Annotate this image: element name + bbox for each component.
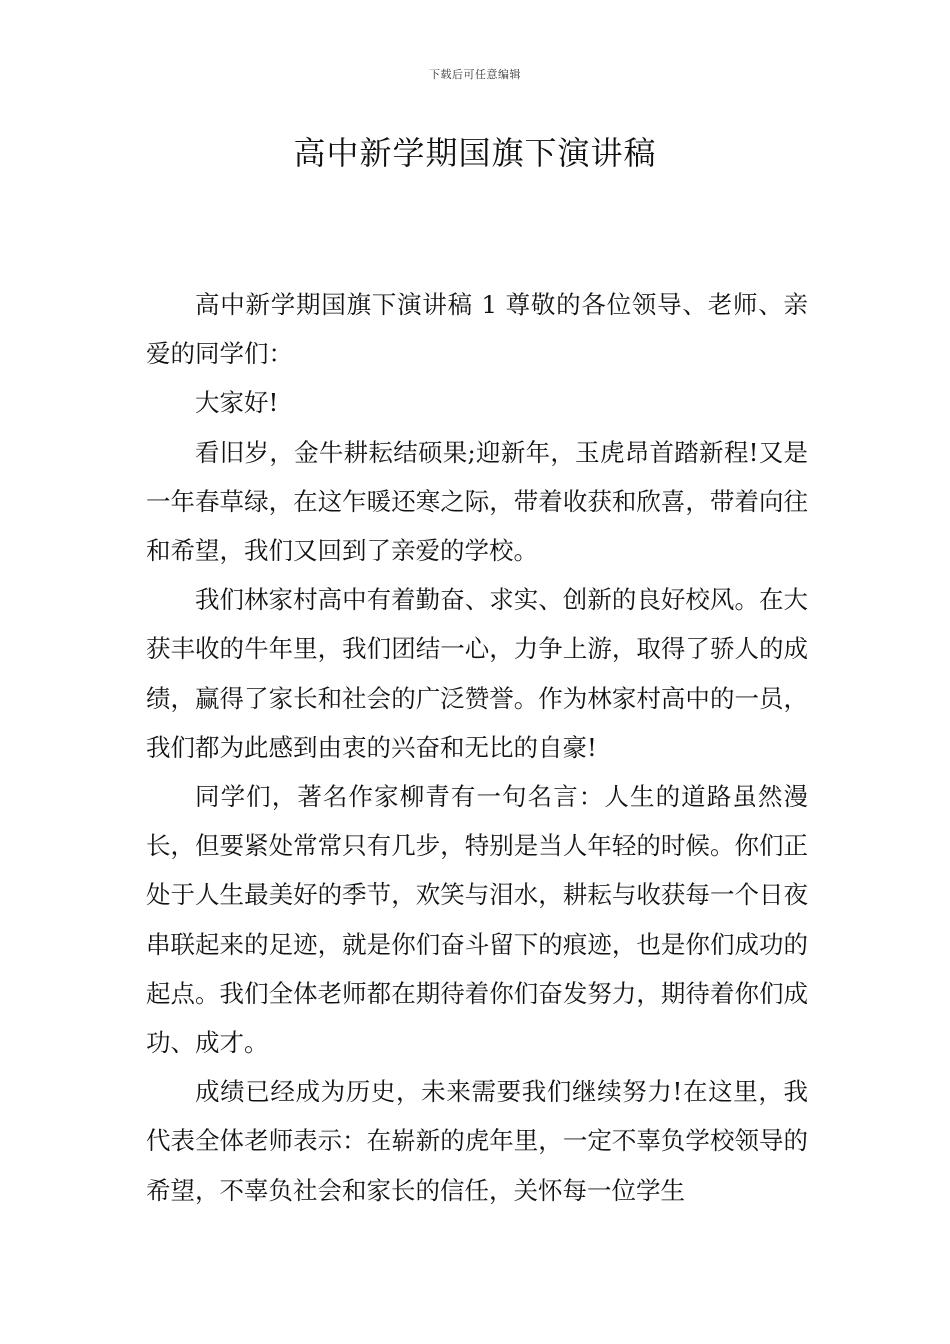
- document-body: [146, 280, 808, 1215]
- paragraph: 大家好!: [195, 388, 279, 418]
- paragraph: 同学们，著名作家柳青有一句名言：人生的道路虽然漫长，但要紧处常常只有几步，特别是当人年轻的时候。你们正处于人生最美好的季节，欢笑与泪水，耕耘与收获每一个日夜串联起来的足迹，就是你们奋斗留下的痕迹，也是你们成功的起点。我们全体老师都在期待着你们奋发努力，期待着你们成功、成才。: [146, 782, 808, 1058]
- paragraph: 成绩已经成为历史，未来需要我们继续努力!在这里，我代表全体老师表示：在崭新的虎年里，一定不辜负学校领导的希望，不辜负社会和家长的信任，关怀每一位学生: [146, 1077, 808, 1205]
- paragraph: 高中新学期国旗下演讲稿 1 尊敬的各位领导、老师、亲爱的同学们：: [146, 290, 808, 369]
- document-title: 高中新学期国旗下演讲稿: [293, 134, 657, 172]
- header-note: 下载后可任意编辑: [429, 68, 521, 81]
- paragraph: 看旧岁，金牛耕耘结硕果;迎新年，玉虎昂首踏新程!又是一年春草绿，在这乍暖还寒之际，带着收获和欣喜，带着向往和希望，我们又回到了亲爱的学校。: [146, 437, 808, 566]
- paragraph: 我们林家村高中有着勤奋、求实、创新的良好校风。在大获丰收的牛年里，我们团结一心，力争上游，取得了骄人的成绩，赢得了家长和社会的广泛赞誉。作为林家村高中的一员，我们都为此感到由衷的兴奋和无比的自豪!: [146, 585, 808, 762]
